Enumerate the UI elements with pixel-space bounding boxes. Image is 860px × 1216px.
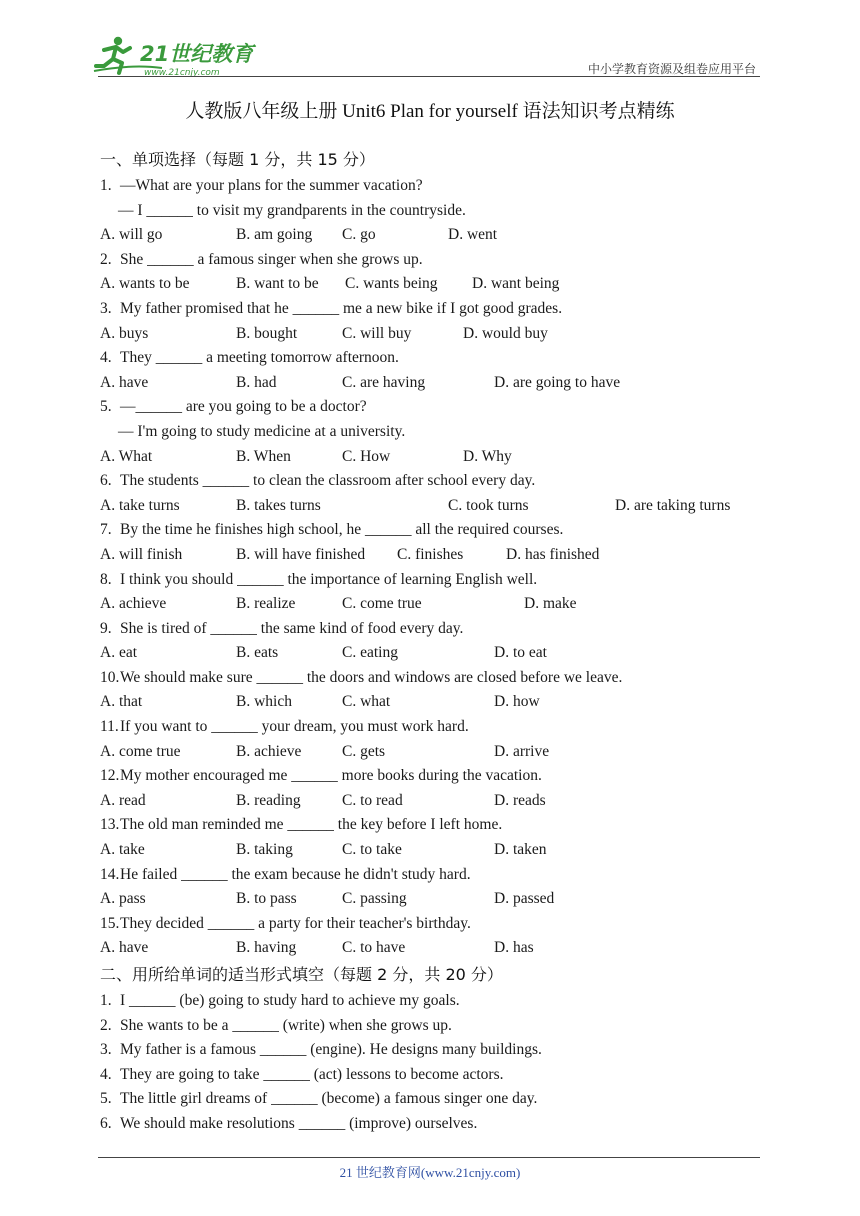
question-item [100, 518, 760, 567]
question-number: 15. [100, 914, 120, 932]
question-stem [100, 248, 760, 273]
question-text: They decided ______ a party for their teacher's birthday. [120, 914, 471, 932]
answer-option: A. take turns [100, 496, 180, 514]
question-stem [100, 297, 760, 322]
answer-options [100, 690, 760, 715]
answer-option: C. to take [342, 841, 402, 859]
question-text: She is tired of ______ the same kind of food every day. [120, 619, 464, 637]
fill-in-item [100, 1038, 760, 1063]
answer-options [100, 494, 760, 519]
answer-option: B. had [236, 373, 277, 391]
answer-option: A. wants to be [100, 275, 190, 293]
answer-option: C. took turns [448, 496, 529, 514]
question-text: She ______ a famous singer when she grows up. [120, 250, 423, 268]
question-item [100, 666, 760, 715]
question-text: The little girl dreams of ______ (become) a famous singer one day. [120, 1090, 538, 1108]
question-stem [100, 863, 760, 888]
answer-option: D. went [448, 226, 498, 244]
question-text: My father is a famous ______ (engine). He designs many buildings. [120, 1041, 542, 1059]
answer-options [100, 887, 760, 912]
answer-option: B. am going [236, 226, 313, 244]
answer-option: B. having [236, 939, 297, 957]
fill-in-list [100, 989, 760, 1137]
answer-option: A. will finish [100, 545, 183, 563]
question-number: 10. [100, 668, 120, 686]
question-stem [100, 518, 760, 543]
question-number: 2. [100, 1016, 112, 1034]
question-number: 8. [100, 570, 112, 588]
multiple-choice-list [100, 174, 760, 961]
answer-option: A. have [100, 373, 149, 391]
question-number: 2. [100, 250, 112, 268]
question-text: By the time he finishes high school, he ______ all the required courses. [120, 521, 564, 539]
answer-options [100, 936, 760, 961]
answer-option: A. have [100, 939, 149, 957]
question-text: —______ are you going to be a doctor? [120, 398, 367, 416]
answer-option: A. pass [100, 890, 146, 908]
question-text: We should make resolutions ______ (improve) ourselves. [120, 1114, 478, 1132]
question-number: 4. [100, 349, 112, 367]
question-text: The students ______ to clean the classroom after school every day. [120, 472, 536, 490]
question-text: We should make sure ______ the doors and windows are closed before we leave. [120, 668, 623, 686]
question-text: They ______ a meeting tomorrow afternoon. [120, 349, 399, 367]
question-text: If you want to ______ your dream, you must work hard. [120, 718, 469, 736]
answer-option: C. finishes [397, 545, 464, 563]
question-number: 9. [100, 619, 112, 637]
answer-option: A. achieve [100, 595, 167, 613]
answer-options [100, 789, 760, 814]
answer-option: D. want being [472, 275, 560, 293]
question-item [100, 395, 760, 469]
answer-option: B. eats [236, 644, 279, 662]
question-stem [100, 617, 760, 642]
answer-option: D. make [524, 595, 577, 613]
answer-options [100, 445, 760, 470]
section-2-title: 二、用所给单词的适当形式填空（每题 2 分，共 20 分） [100, 965, 503, 984]
question-continuation [100, 420, 760, 445]
question-number: 12. [100, 767, 120, 785]
answer-options [100, 641, 760, 666]
section-1-title: 一、单项选择（每题 1 分，共 15 分） [100, 150, 375, 169]
answer-option: A. buys [100, 324, 149, 342]
question-number: 3. [100, 1041, 112, 1059]
question-stem [100, 666, 760, 691]
question-text: They are going to take ______ (act) lessons to become actors. [120, 1065, 504, 1083]
question-text: He failed ______ the exam because he didn't study hard. [120, 865, 471, 883]
question-item [100, 813, 760, 862]
fill-in-item [100, 1063, 760, 1088]
footer-divider [98, 1157, 760, 1158]
answer-option: C. wants being [345, 275, 438, 293]
question-number: 7. [100, 521, 112, 539]
answer-option: C. passing [342, 890, 407, 908]
answer-option: C. are having [342, 373, 426, 391]
question-stem [100, 568, 760, 593]
answer-option: C. go [342, 226, 376, 244]
answer-option: D. has finished [506, 545, 600, 563]
question-item [100, 715, 760, 764]
answer-option: C. come true [342, 595, 422, 613]
answer-option: C. How [342, 447, 391, 465]
question-text: I think you should ______ the importance of learning English well. [120, 570, 538, 588]
answer-options [100, 543, 760, 568]
header-divider [98, 76, 760, 77]
question-text: My father promised that he ______ me a new bike if I got good grades. [120, 299, 563, 317]
question-item [100, 469, 760, 518]
question-number: 4. [100, 1065, 112, 1083]
question-number: 13. [100, 816, 120, 834]
question-text: — I'm going to study medicine at a university. [118, 422, 406, 440]
question-item [100, 568, 760, 617]
question-stem [100, 469, 760, 494]
answer-option: B. bought [236, 324, 298, 342]
question-text: — I ______ to visit my grandparents in the countryside. [118, 201, 466, 219]
question-stem [100, 764, 760, 789]
answer-option: B. reading [236, 791, 301, 809]
question-number: 5. [100, 398, 112, 416]
answer-options [100, 371, 760, 396]
site-logo [92, 34, 262, 78]
answer-option: D. passed [494, 890, 555, 908]
answer-option: A. will go [100, 226, 163, 244]
answer-option: C. eating [342, 644, 398, 662]
answer-option: A. read [100, 791, 146, 809]
fill-in-item [100, 1112, 760, 1137]
platform-tagline: 中小学教育资源及组卷应用平台 [587, 62, 756, 76]
answer-option: A. What [100, 447, 153, 465]
answer-option: A. that [100, 693, 143, 711]
page-footer: 21 世纪教育网(www.21cnjy.com) [339, 1165, 521, 1180]
answer-option: B. realize [236, 595, 296, 613]
question-item [100, 248, 760, 297]
question-item [100, 346, 760, 395]
question-item [100, 174, 760, 248]
answer-option: D. would buy [463, 324, 548, 342]
answer-option: B. want to be [236, 275, 319, 293]
answer-option: B. to pass [236, 890, 297, 908]
answer-option: C. gets [342, 742, 386, 760]
document-title: 人教版八年级上册 Unit6 Plan for yourself 语法知识考点精练 [185, 101, 675, 122]
answer-option: D. has [494, 939, 534, 957]
question-text: I ______ (be) going to study hard to achieve my goals. [120, 992, 460, 1009]
question-item [100, 863, 760, 912]
answer-option: A. take [100, 841, 145, 859]
question-item [100, 617, 760, 666]
fill-in-item [100, 1087, 760, 1112]
question-text: The old man reminded me ______ the key before I left home. [120, 816, 503, 834]
logo-url: www.21cnjy.com [144, 68, 220, 78]
question-number: 5. [100, 1090, 112, 1108]
answer-option: C. to have [342, 939, 406, 957]
exercise-body [100, 146, 760, 1137]
question-number: 1. [100, 177, 112, 194]
question-number: 3. [100, 299, 112, 317]
answer-option: C. will buy [342, 324, 412, 342]
answer-options [100, 838, 760, 863]
answer-options [100, 223, 760, 248]
answer-option: B. taking [236, 841, 293, 859]
question-stem [100, 346, 760, 371]
question-stem [100, 715, 760, 740]
question-text: She wants to be a ______ (write) when she grows up. [120, 1016, 452, 1034]
answer-option: B. When [236, 447, 291, 465]
answer-option: D. how [494, 693, 540, 711]
runner-logo-icon [92, 34, 262, 78]
answer-options [100, 592, 760, 617]
question-stem [100, 174, 760, 199]
answer-option: A. come true [100, 742, 181, 760]
answer-option: C. to read [342, 791, 403, 809]
answer-option: B. will have finished [236, 545, 366, 563]
answer-option: D. arrive [494, 742, 550, 760]
answer-option: D. Why [463, 447, 512, 465]
question-stem [100, 813, 760, 838]
question-text: My mother encouraged me ______ more books during the vacation. [120, 767, 542, 785]
fill-in-item [100, 1014, 760, 1039]
answer-option: A. eat [100, 644, 138, 662]
question-number: 1. [100, 992, 112, 1009]
question-number: 6. [100, 472, 112, 490]
answer-option: D. taken [494, 841, 547, 859]
question-continuation [100, 199, 760, 224]
question-number: 11. [100, 718, 119, 736]
answer-option: C. what [342, 693, 391, 711]
fill-in-item [100, 989, 760, 1014]
answer-option: D. to eat [494, 644, 547, 662]
question-item [100, 297, 760, 346]
answer-options [100, 740, 760, 765]
answer-option: D. reads [494, 791, 546, 809]
answer-options [100, 272, 760, 297]
answer-option: B. which [236, 693, 292, 711]
answer-option: B. achieve [236, 742, 302, 760]
question-number: 6. [100, 1114, 112, 1132]
answer-option: B. takes turns [236, 496, 321, 514]
question-number: 14. [100, 865, 120, 883]
question-item [100, 764, 760, 813]
question-item [100, 912, 760, 961]
page-header [0, 0, 860, 80]
question-text: —What are your plans for the summer vacation? [120, 177, 423, 194]
answer-option: D. are taking turns [615, 496, 731, 514]
answer-options [100, 322, 760, 347]
answer-option: D. are going to have [494, 373, 621, 391]
question-stem [100, 912, 760, 937]
logo-text: 21世纪教育 [140, 42, 254, 66]
question-stem [100, 395, 760, 420]
